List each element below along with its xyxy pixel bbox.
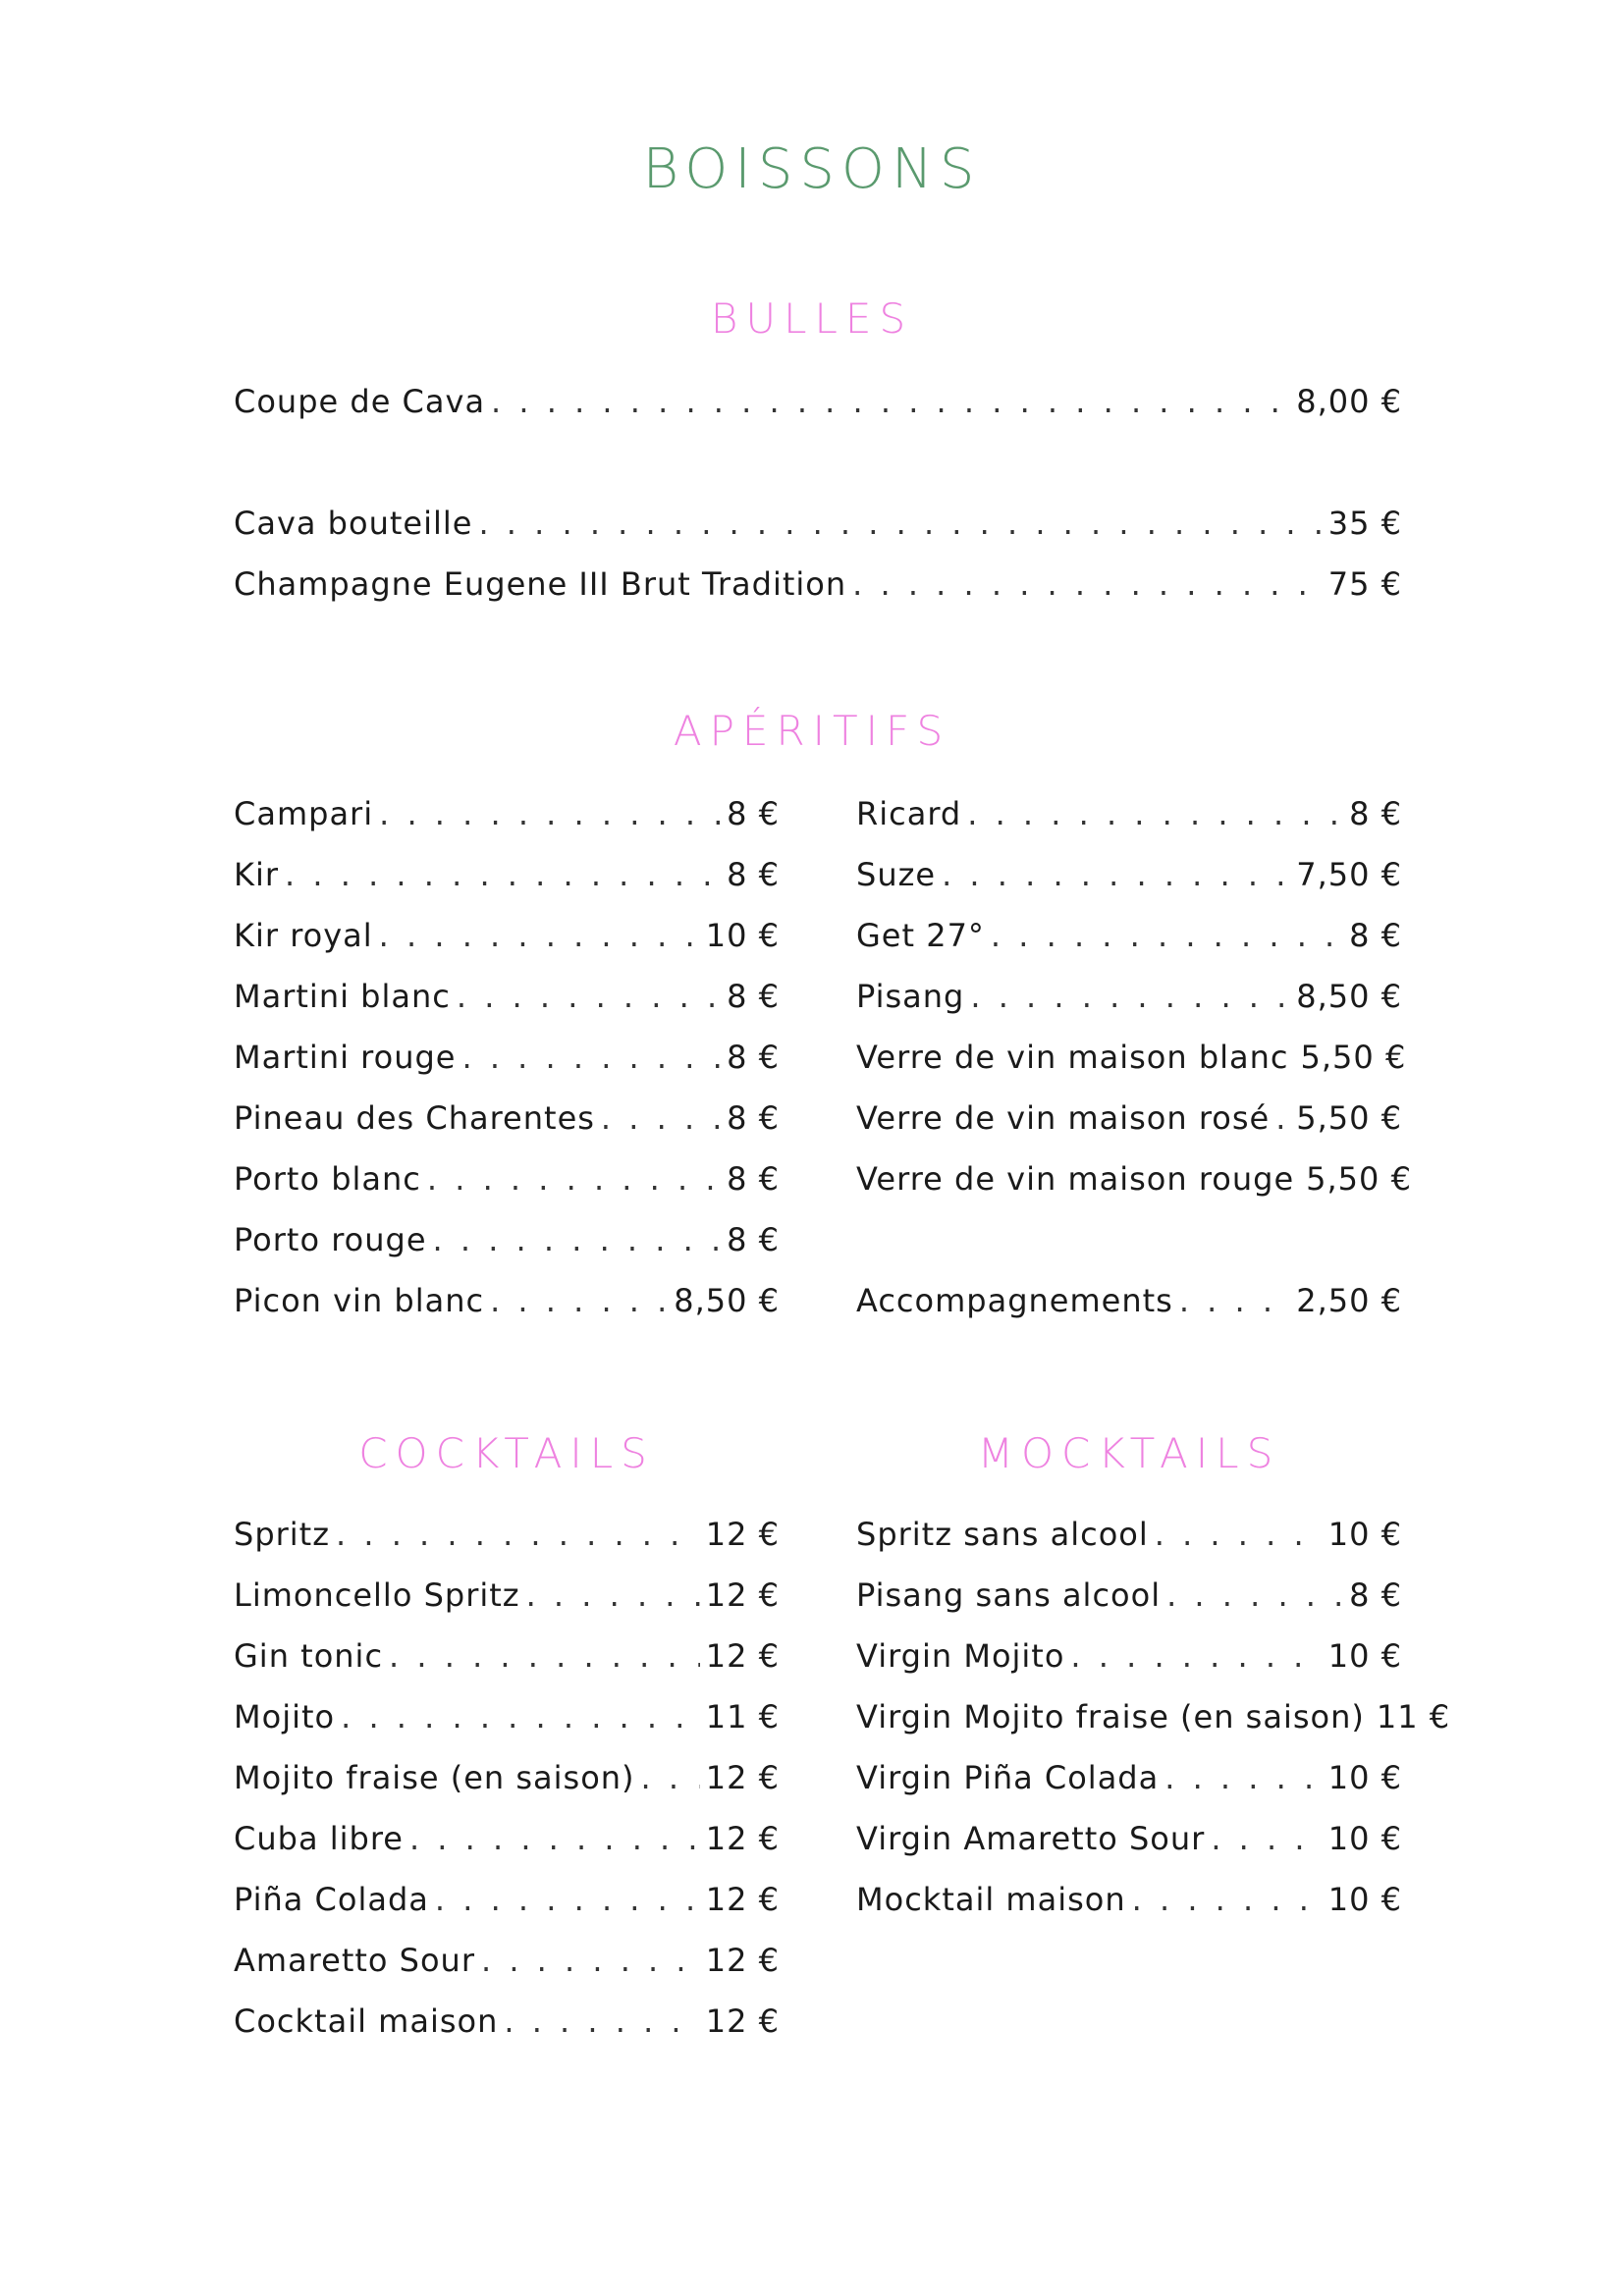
menu-item — [856, 1686, 1451, 1747]
menu-item — [234, 783, 780, 844]
item-price: 8,50 € — [1296, 978, 1402, 1015]
item-name: Kir royal — [234, 917, 373, 954]
menu-item — [234, 1270, 780, 1331]
item-name: Suze — [856, 856, 937, 893]
menu-item — [234, 554, 1402, 614]
leader-dots — [341, 1686, 700, 1747]
leader-dots — [970, 966, 1290, 1027]
leader-dots — [526, 1565, 700, 1626]
item-price: 5,50 € — [1300, 1039, 1407, 1076]
item-name: Pineau des Charentes — [234, 1099, 595, 1137]
aperitifs-left-list — [234, 783, 780, 1331]
item-price: 8 € — [1349, 917, 1402, 954]
item-price: 12 € — [705, 1820, 780, 1857]
leader-dots — [457, 966, 721, 1027]
item-price: 10 € — [1327, 1820, 1402, 1857]
leader-dots — [1155, 1504, 1323, 1565]
item-price: 8 € — [727, 1221, 780, 1258]
menu-item — [234, 493, 1402, 554]
leader-dots — [601, 1088, 721, 1148]
item-price: 12 € — [705, 2002, 780, 2040]
menu-item — [234, 371, 1402, 432]
item-name: Amaretto Sour — [234, 1942, 475, 1979]
leader-dots — [991, 905, 1343, 966]
item-name: Limoncello Spritz — [234, 1576, 520, 1614]
leader-dots — [435, 1869, 700, 1930]
leader-dots — [942, 844, 1290, 905]
leader-dots — [433, 1209, 722, 1270]
bulles-list — [234, 371, 1402, 614]
cocktails-list — [234, 1504, 780, 2052]
item-price: 12 € — [705, 1881, 780, 1918]
item-name: Virgin Amaretto Sour — [856, 1820, 1206, 1857]
leader-dots — [491, 371, 1290, 432]
menu-item — [234, 1027, 780, 1088]
menu-item — [234, 1565, 780, 1626]
leader-dots — [461, 1027, 721, 1088]
item-price: 10 € — [1327, 1637, 1402, 1675]
leader-dots — [504, 1991, 699, 2052]
leader-dots — [490, 1270, 668, 1331]
menu-item — [856, 905, 1402, 966]
mocktails-list — [856, 1504, 1451, 1930]
item-price: 75 € — [1327, 565, 1402, 603]
item-name: Mocktail maison — [856, 1881, 1126, 1918]
item-price: 35 € — [1327, 505, 1402, 542]
menu-item — [856, 966, 1402, 1027]
item-name: Cava bouteille — [234, 505, 473, 542]
item-price: 11 € — [1376, 1698, 1451, 1735]
leader-dots — [1166, 1565, 1343, 1626]
menu-item — [856, 1027, 1407, 1088]
menu-item — [856, 844, 1402, 905]
item-name: Get 27° — [856, 917, 985, 954]
item-price: 8 € — [1349, 795, 1402, 832]
item-name: Pisang sans alcool — [856, 1576, 1162, 1614]
item-price: 2,50 € — [1296, 1282, 1402, 1319]
item-name: Cocktail maison — [234, 2002, 499, 2040]
item-price: 7,50 € — [1296, 856, 1402, 893]
item-price: 5,50 € — [1306, 1160, 1412, 1198]
item-price: 8 € — [727, 795, 780, 832]
item-name: Gin tonic — [234, 1637, 384, 1675]
item-name: Picon vin blanc — [234, 1282, 485, 1319]
leader-dots — [481, 1930, 700, 1991]
item-name: Virgin Mojito — [856, 1637, 1065, 1675]
item-price: 10 € — [705, 917, 780, 954]
leader-dots — [967, 783, 1343, 844]
item-name: Porto blanc — [234, 1160, 421, 1198]
leader-dots — [427, 1148, 721, 1209]
leader-dots — [478, 493, 1322, 554]
item-name: Martini blanc — [234, 978, 451, 1015]
item-name: Verre de vin maison blanc — [856, 1039, 1289, 1076]
menu-item — [234, 1930, 780, 1991]
item-name: Mojito — [234, 1698, 336, 1735]
item-price: 11 € — [705, 1698, 780, 1735]
menu-item — [856, 1565, 1402, 1626]
item-price: 12 € — [705, 1516, 780, 1553]
menu-item — [234, 1991, 780, 2052]
menu-item — [234, 1504, 780, 1565]
item-name: Spritz — [234, 1516, 331, 1553]
menu-item — [856, 1504, 1402, 1565]
item-price: 8 € — [727, 1099, 780, 1137]
item-name: Accompagnements — [856, 1282, 1173, 1319]
menu-item — [856, 1270, 1402, 1331]
leader-dots — [409, 1808, 700, 1869]
leader-dots — [379, 783, 721, 844]
item-name: Coupe de Cava — [234, 383, 486, 420]
menu-item — [856, 1808, 1402, 1869]
item-price: 5,50 € — [1296, 1099, 1402, 1137]
section-heading-aperitifs: APÉRITIFS — [673, 707, 951, 755]
item-price: 12 € — [705, 1942, 780, 1979]
item-name: Ricard — [856, 795, 962, 832]
item-price: 10 € — [1327, 1881, 1402, 1918]
leader-dots — [1070, 1626, 1322, 1686]
menu-item — [234, 1626, 780, 1686]
menu-item — [234, 844, 780, 905]
leader-dots — [641, 1747, 700, 1808]
menu-item — [856, 783, 1402, 844]
menu-item — [234, 1869, 780, 1930]
item-price: 10 € — [1327, 1516, 1402, 1553]
leader-dots — [1179, 1270, 1290, 1331]
leader-dots — [389, 1626, 700, 1686]
item-name: Campari — [234, 795, 374, 832]
leader-dots — [1275, 1088, 1290, 1148]
aperitifs-right-list — [856, 783, 1412, 1331]
item-name: Martini rouge — [234, 1039, 457, 1076]
leader-dots — [1211, 1808, 1322, 1869]
menu-item — [234, 966, 780, 1027]
item-name: Kir — [234, 856, 280, 893]
item-price: 8 € — [727, 978, 780, 1015]
item-name: Verre de vin maison rouge — [856, 1160, 1295, 1198]
leader-dots — [1164, 1747, 1323, 1808]
menu-item — [234, 1088, 780, 1148]
menu-item — [234, 1148, 780, 1209]
menu-item — [856, 1626, 1402, 1686]
menu-item — [234, 905, 780, 966]
item-price: 12 € — [705, 1576, 780, 1614]
menu-item — [234, 1808, 780, 1869]
item-price: 8 € — [727, 856, 780, 893]
leader-dots — [336, 1504, 700, 1565]
section-heading-cocktails: COCKTAILS — [358, 1429, 655, 1477]
menu-item — [234, 1209, 780, 1270]
menu-item — [856, 1088, 1402, 1148]
item-price: 10 € — [1327, 1759, 1402, 1796]
item-name: Spritz sans alcool — [856, 1516, 1149, 1553]
item-name: Cuba libre — [234, 1820, 404, 1857]
item-name: Virgin Mojito fraise (en saison) — [856, 1698, 1365, 1735]
item-price: 12 € — [705, 1759, 780, 1796]
page-title: BOISSONS — [642, 137, 982, 201]
menu-item — [234, 1747, 780, 1808]
menu-item — [856, 1148, 1412, 1209]
item-name: Pisang — [856, 978, 965, 1015]
item-name: Piña Colada — [234, 1881, 429, 1918]
leader-dots — [1132, 1869, 1323, 1930]
item-price: 8,50 € — [674, 1282, 780, 1319]
item-name: Verre de vin maison rosé — [856, 1099, 1271, 1137]
menu-item — [856, 1747, 1402, 1808]
leader-dots — [852, 554, 1323, 614]
leader-dots — [285, 844, 721, 905]
item-name: Porto rouge — [234, 1221, 427, 1258]
section-heading-bulles: BULLES — [710, 294, 914, 343]
item-price: 12 € — [705, 1637, 780, 1675]
item-name: Mojito fraise (en saison) — [234, 1759, 635, 1796]
item-name: Champagne Eugene III Brut Tradition — [234, 565, 847, 603]
item-price: 8 € — [727, 1160, 780, 1198]
menu-item — [856, 1869, 1402, 1930]
leader-dots — [379, 905, 700, 966]
item-price: 8,00 € — [1296, 383, 1402, 420]
menu-item — [234, 1686, 780, 1747]
item-price: 8 € — [1349, 1576, 1402, 1614]
item-name: Virgin Piña Colada — [856, 1759, 1160, 1796]
section-heading-mocktails: MOCKTAILS — [977, 1429, 1281, 1477]
item-price: 8 € — [727, 1039, 780, 1076]
